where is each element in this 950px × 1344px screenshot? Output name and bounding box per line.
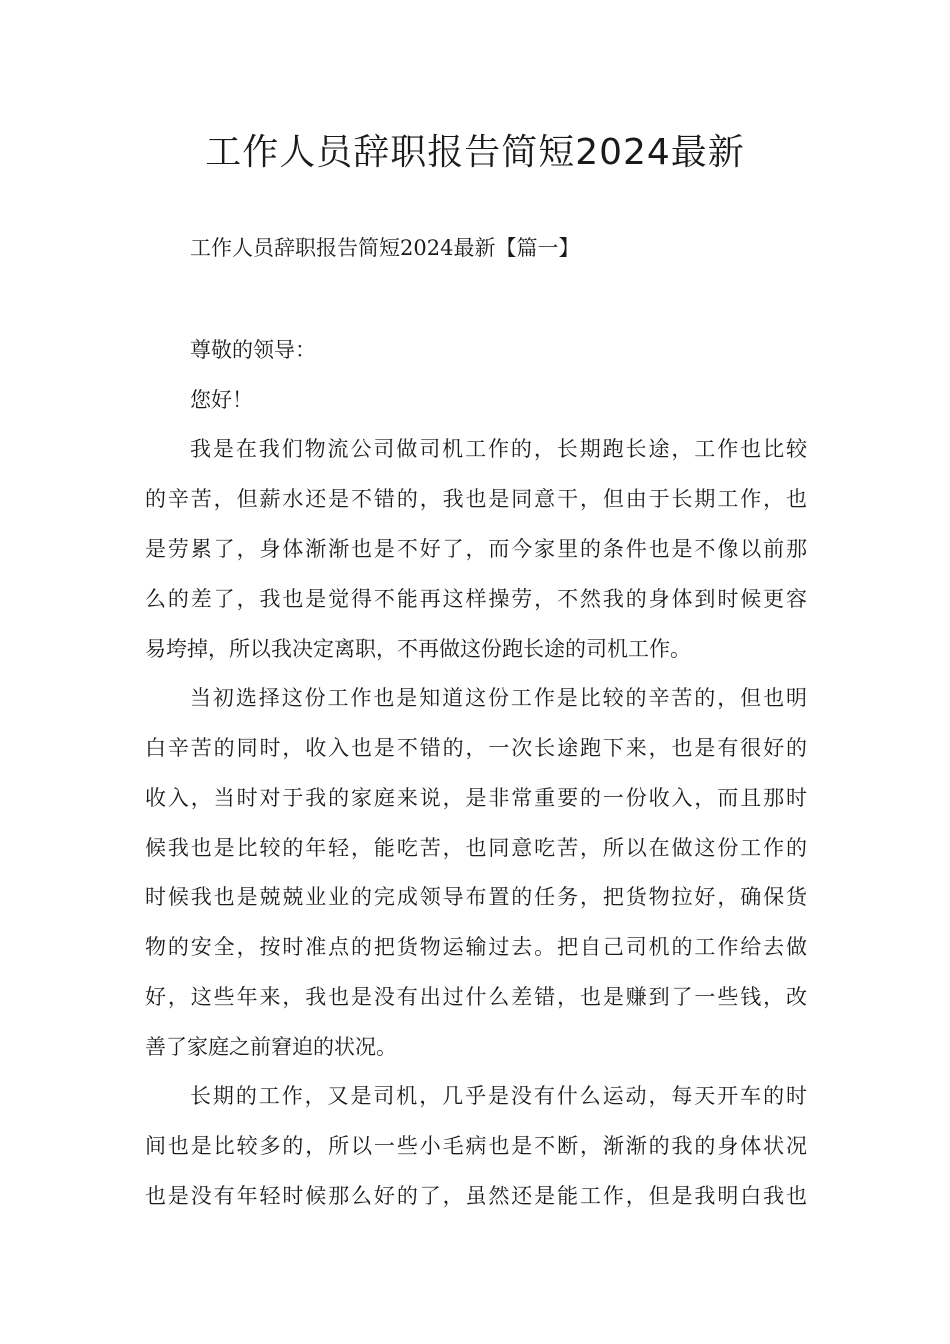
paragraph-line: 物的安全，按时准点的把货物运输过去。把自己司机的工作给去做	[145, 935, 807, 959]
paragraph-line: 间也是比较多的，所以一些小毛病也是不断，渐渐的我的身体状况	[145, 1134, 807, 1158]
greeting: 您好！	[190, 388, 253, 412]
paragraph-line: 的辛苦，但薪水还是不错的，我也是同意干，但由于长期工作，也	[145, 487, 807, 511]
paragraph-line: 么的差了，我也是觉得不能再这样操劳，不然我的身体到时候更容	[145, 587, 807, 611]
paragraph-line: 是劳累了，身体渐渐也是不好了，而今家里的条件也是不像以前那	[145, 537, 807, 561]
document-title: 工作人员辞职报告简短2024最新	[205, 132, 745, 173]
paragraph-line: 易垮掉，所以我决定离职，不再做这份跑长途的司机工作。	[145, 637, 691, 661]
paragraph-line: 白辛苦的同时，收入也是不错的，一次长途跑下来，也是有很好的	[145, 736, 807, 760]
paragraph-line: 候我也是比较的年轻，能吃苦，也同意吃苦，所以在做这份工作的	[145, 836, 807, 860]
section-heading: 工作人员辞职报告简短2024最新【篇一】	[190, 236, 580, 260]
paragraph-line: 也是没有年轻时候那么好的了，虽然还是能工作，但是我明白我也	[145, 1184, 807, 1208]
paragraph-line: 好，这些年来，我也是没有出过什么差错，也是赚到了一些钱，改	[145, 985, 807, 1009]
paragraph-line: 当初选择这份工作也是知道这份工作是比较的辛苦的，但也明	[190, 686, 807, 710]
paragraph-line: 我是在我们物流公司做司机工作的，长期跑长途，工作也比较	[190, 437, 807, 461]
paragraph-line: 时候我也是兢兢业业的完成领导布置的任务，把货物拉好，确保货	[145, 885, 807, 909]
salutation: 尊敬的领导：	[190, 338, 316, 362]
paragraph-line: 收入，当时对于我的家庭来说，是非常重要的一份收入，而且那时	[145, 786, 807, 810]
paragraph-line: 善了家庭之前窘迫的状况。	[145, 1035, 397, 1059]
paragraph-line: 长期的工作，又是司机，几乎是没有什么运动，每天开车的时	[190, 1084, 807, 1108]
